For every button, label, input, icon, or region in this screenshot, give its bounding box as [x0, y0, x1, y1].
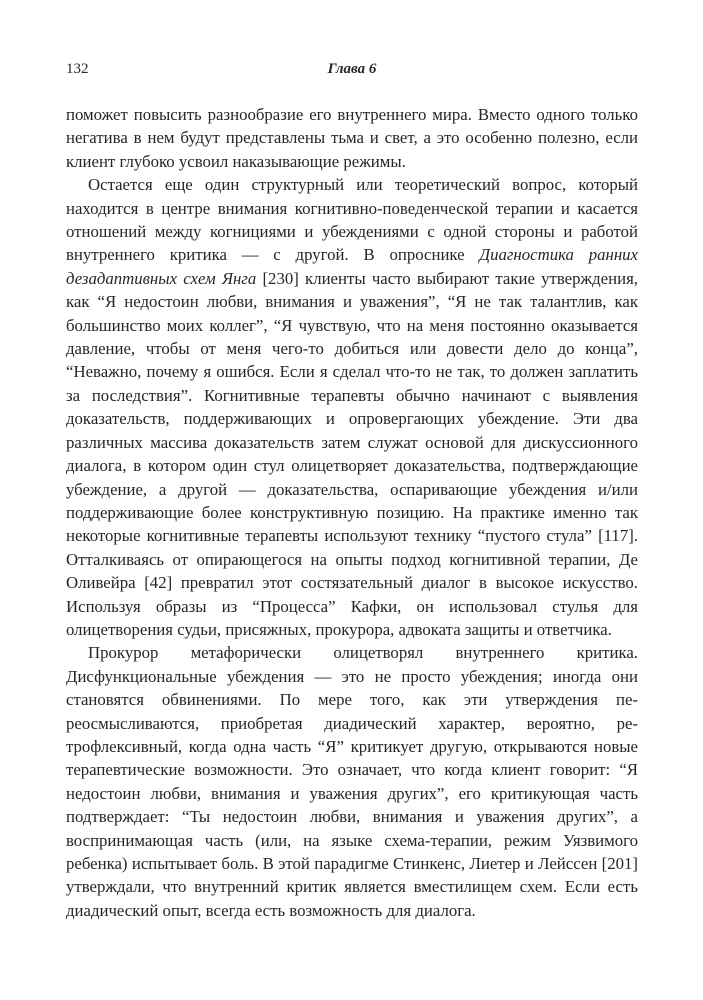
chapter-title: Глава 6 — [327, 61, 377, 77]
paragraph-1-text: поможет повысить разнообразие его внутреннего мира. Вместо одного только негатива в нем будут представлены тьма и свет, а это особенно полезно, если клиент глубоко усвоил наказывающие режимы. — [66, 105, 638, 171]
book-page — [66, 58, 638, 922]
questionnaire-title: Диагностика ранних дезадаптивных схем Янга — [66, 245, 638, 288]
paragraph-3 — [66, 641, 638, 922]
paragraph-2 — [66, 173, 638, 641]
body-text — [66, 103, 638, 922]
running-header — [66, 58, 638, 80]
paragraph-1 — [66, 103, 638, 173]
page-number: 132 — [66, 61, 89, 77]
paragraph-3-text: Прокурор метафорически олицетворял внутреннего критика. Дисфункциональные убеждения — это не просто убеждения; иногда они становятся обвинениями. По мере того, как эти утверждения переосмысливаются, приобретая диадический характер, вероятно, ретрофлексивный, когда одна часть “Я” критикует другую, открываются новые терапевтические возможности. Это означает, что когда клиент говорит: “Я недостоин любви, внимания и уважения других”, его критикующая часть подтверждает: “Ты недостоин любви, внимания и уважения других”, а воспринимающая часть (или, на языке схема-терапии, режим Уязвимого ребенка) испытывает боль. В этой парадигме Стинкенс, Лиетер и Лейссен [201] утверждали, что внутренний критик является вместилищем схем. Если есть диадический опыт, всегда есть возможность для диалога. — [66, 643, 638, 920]
paragraph-2-text-a: Остается еще один структурный или теоретический вопрос, который находится в центре внимания когнитивно-поведенческой терапии и касается отношений между когнициями и убеждениями с одной стороны и работой внутреннего критика — с другой. В опроснике — [66, 175, 638, 265]
paragraph-2-text-b: [230] клиенты часто выбирают такие утверждения, как “Я недостоин любви, внимания и уважения”, “Я не так талантлив, как большинство моих коллег”, “Я чувствую, что на меня постоянно оказывается давление, чтобы от меня чего-то добиться или довести дело до конца”, “Неважно, почему я ошибся. Если я сделал что-то не так, то должен заплатить за последствия”. Когнитивные терапевты обычно начинают с выявления доказательств, поддерживающих и опровергающих убеждение. Эти два различных массива доказательств затем служат основой для дискуссионного диалога, в котором один стул олицетворяет доказательства, подтверждающие убеждение, а другой — доказательства, оспаривающие убеждения и/или поддерживающие более конструктивную позицию. На практике именно так некоторые когнитивные терапевты используют технику “пустого стула” [117]. Отталкиваясь от опирающегося на опыты подход когнитивной терапии, Де Оливейра [42] превратил этот состязательный диалог в высокое искусство. Используя образы из “Процесса” Кафки, он использовал стулья для олицетворения судьи, присяжных, прокурора, адвоката защиты и ответчика. — [66, 268, 638, 639]
